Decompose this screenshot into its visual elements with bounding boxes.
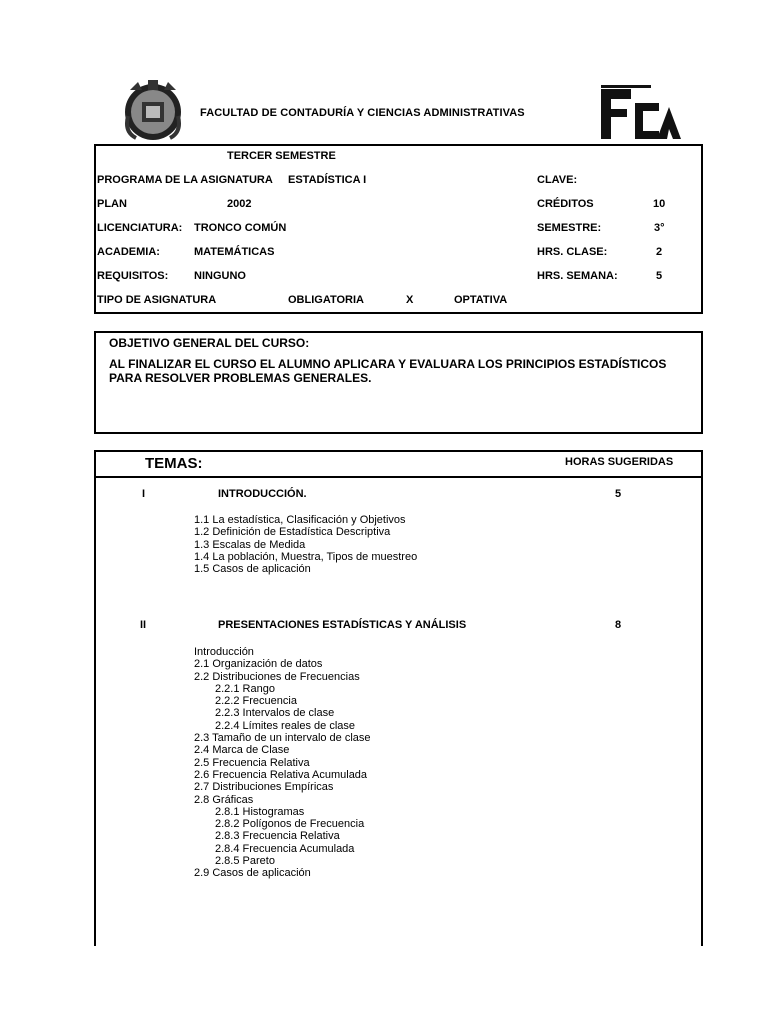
topic-item: 2.9 Casos de aplicación [194,867,311,880]
subject-info-box [94,144,703,314]
topic-subitem: 2.2.3 Intervalos de clase [215,707,335,720]
topic-item: 1.2 Definición de Estadística Descriptiva [194,526,391,539]
topic-subitem: 2.8.2 Polígonos de Frecuencia [215,818,365,831]
topic-item: 2.4 Marca de Clase [194,744,290,757]
objective-title: OBJETIVO GENERAL DEL CURSO: [109,336,310,350]
unit-topic-list [194,646,371,880]
semester-title: TERCER SEMESTRE [227,150,336,162]
topic-item: 1.1 La estadística, Clasificación y Objetivos [194,514,406,526]
unit-topic-list [194,514,417,575]
requisitos-value: NINGUNO [194,270,246,282]
topic-item: 1.4 La población, Muestra, Tipos de muestreo [194,550,418,563]
topic-item: 2.2 Distribuciones de Frecuencias [194,670,360,683]
temas-title: TEMAS: [145,455,203,472]
unit-title: INTRODUCCIÓN. [218,488,307,500]
topic-subitem: 2.8.4 Frecuencia Acumulada [215,842,355,855]
unit-number: I [142,488,146,500]
topic-item: 2.7 Distribuciones Empíricas [194,781,334,794]
program-label: PROGRAMA DE LA ASIGNATURA [97,174,273,186]
topic-item: 2.3 Tamaño de un intervalo de clase [194,732,371,745]
semestre-label: SEMESTRE: [537,222,602,234]
topic-item: 2.6 Frecuencia Relativa Acumulada [194,768,368,781]
topic-item: 2.5 Frecuencia Relativa [194,756,310,769]
plan-label: PLAN [97,198,127,210]
topic-item: 2.1 Organización de datos [194,658,323,671]
requisitos-label: REQUISITOS: [97,270,169,282]
academia-label: ACADEMIA: [97,246,160,258]
program-value: ESTADÍSTICA I [288,174,367,186]
hrs-clase-label: HRS. CLASE: [537,246,608,258]
topic-item: 1.3 Escalas de Medida [194,538,306,551]
topic-subitem: 2.8.1 Histogramas [215,805,305,818]
tipo-label: TIPO DE ASIGNATURA [97,294,217,306]
university-seal-icon [120,76,186,144]
obligatoria-mark: X [406,294,414,306]
plan-value: 2002 [227,198,252,210]
fca-logo-icon [597,85,683,143]
hrs-clase-value: 2 [656,246,663,258]
topic-subitem: 2.8.5 Pareto [215,855,275,868]
licenciatura-label: LICENCIATURA: [97,222,183,234]
hours-header: HORAS SUGERIDAS [565,456,674,468]
clave-label: CLAVE: [537,174,578,186]
unit-hours: 8 [615,619,622,631]
faculty-title: FACULTAD DE CONTADURÍA Y CIENCIAS ADMINISTRATIVAS [200,107,525,119]
topic-subitem: 2.2.2 Frecuencia [215,695,297,708]
creditos-label: CRÉDITOS [537,198,594,210]
creditos-value: 10 [653,198,666,210]
topic-subitem: 2.2.1 Rango [215,682,275,695]
unit-hours: 5 [615,488,622,500]
topic-item: Introducción [194,646,254,658]
unit-title: PRESENTACIONES ESTADÍSTICAS Y ANÁLISIS [218,619,467,631]
academia-value: MATEMÁTICAS [194,246,275,258]
objective-text: AL FINALIZAR EL CURSO EL ALUMNO APLICARA Y EVALUARA LOS PRINCIPIOS ESTADÍSTICOS PARA RESOLVER PROBLEMAS GENERALES. [109,357,667,385]
licenciatura-value: TRONCO COMÚN [194,222,287,234]
topic-subitem: 2.8.3 Frecuencia Relativa [215,830,340,843]
hrs-semana-value: 5 [656,270,663,282]
optativa-label: OPTATIVA [454,294,508,306]
unit-number: II [140,619,147,631]
topic-item: 1.5 Casos de aplicación [194,563,311,576]
semestre-value: 3° [654,222,665,234]
topic-subitem: 2.2.4 Límites reales de clase [215,719,356,732]
obligatoria-label: OBLIGATORIA [288,294,364,306]
hrs-semana-label: HRS. SEMANA: [537,270,618,282]
topic-item: 2.8 Gráficas [194,793,254,806]
